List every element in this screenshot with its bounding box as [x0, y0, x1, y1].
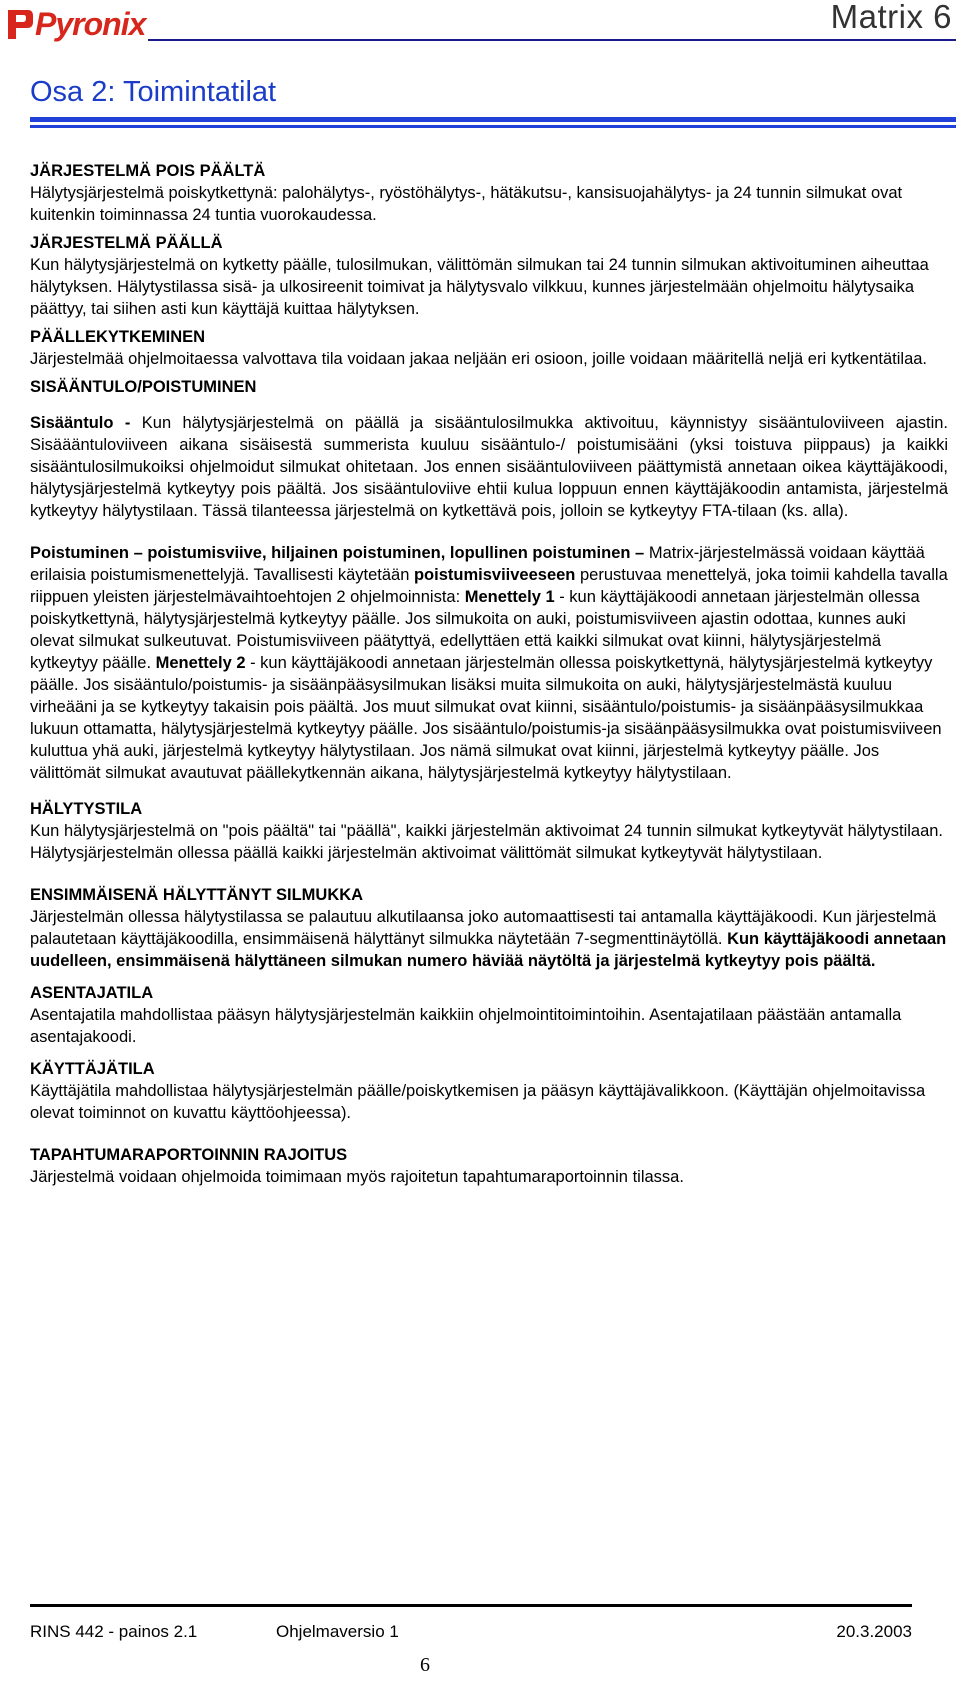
- brand-logo: [4, 4, 145, 44]
- page-number: 6: [420, 1654, 430, 1676]
- paragraph-system-on: Kun hälytysjärjestelmä on kytketty päälle, tulosilmukan, välittömän silmukan tai 24 tunnin silmukan aktivoituminen aiheuttaa hälytyksen. Hälytystilassa sisä- ja ulkosireenit toimivat ja hälytysvalo vilkkuu, kunnes järjestelmään ohjelmoitu hälytysaika päättyy, tai siihen asti kun käyttäjä kuittaa hälytyksen.: [30, 256, 929, 318]
- paragraph-first-alarm-zone: [30, 906, 948, 972]
- pyronix-logo-icon: [4, 6, 34, 42]
- paragraph-arming: Järjestelmää ohjelmoitaessa valvottava tila voidaan jakaa neljään eri osioon, joille voidaan määritellä neljä eri kytkentätilaa.: [30, 350, 928, 368]
- heading-arming: PÄÄLLEKYTKEMINEN: [30, 328, 206, 346]
- exit-text-3: - kun käyttäjäkoodi annetaan järjestelmän ollessa poiskytkettynä, hälytysjärjestelmä kytkeytyy päälle. Jos silmukoita on auki, poistumisviiveen ajastin odottaa, kunnes auki olevat silmukat sulkeutuvat. Poistumisviiveen päätyttyä, edellyttäen että kaikki silmukat ovat kiinni, hälytysjärjestelmä kytkeytyy päälle.: [30, 588, 920, 672]
- exit-label: Poistuminen – poistumisviive, hiljainen poistuminen, lopullinen poistuminen –: [30, 544, 645, 562]
- title-divider-thick: [30, 117, 956, 122]
- document-title: Matrix 6: [830, 0, 952, 35]
- heading-entry-exit: SISÄÄNTULO/POISTUMINEN: [30, 378, 257, 396]
- entry-label: Sisääntulo -: [30, 414, 131, 432]
- footer-version: Ohjelmaversio 1: [276, 1622, 399, 1641]
- page-content: [30, 160, 948, 1188]
- title-divider-thin: [30, 125, 956, 128]
- paragraph-exit: [30, 542, 948, 784]
- exit-delay-term: poistumisviiveeseen: [413, 566, 576, 584]
- section-title: Osa 2: Toimintatilat: [30, 76, 277, 108]
- exit-text-1: Matrix-järjestelmässä voidaan käyttää erilaisia poistumismenettelyjä. Tavallisesti käytetään: [30, 544, 925, 584]
- heading-event-reporting: TAPAHTUMARAPORTOINNIN RAJOITUS: [30, 1146, 348, 1164]
- paragraph-system-off: Hälytysjärjestelmä poiskytkettynä: palohälytys-, ryöstöhälytys-, hätäkutsu-, kansisuojahälytys- ja 24 tunnin silmukat ovat kuitenkin toiminnassa 24 tuntia vuorokaudessa.: [30, 184, 903, 224]
- procedure-1-label: Menettely 1: [464, 588, 555, 606]
- header-divider: [148, 39, 956, 41]
- footer-doc-id: RINS 442 - painos 2.1: [30, 1622, 198, 1641]
- heading-engineer-mode: ASENTAJATILA: [30, 984, 154, 1002]
- heading-system-off: JÄRJESTELMÄ POIS PÄÄLTÄ: [30, 162, 266, 180]
- paragraph-engineer-mode: Asentajatila mahdollistaa pääsyn hälytysjärjestelmän kaikkiin ohjelmointitoimintoihin. Asentajatilaan päästään antamalla asentajakoodi.: [30, 1006, 902, 1046]
- footer-date: 20.3.2003: [836, 1622, 912, 1641]
- brand-name: Pyronix: [35, 6, 146, 42]
- first-alarm-text: Järjestelmän ollessa hälytystilassa se palautuu alkutilaansa joko automaattisesti tai antamalla käyttäjäkoodi. Kun järjestelmä palautetaan käyttäjäkoodilla, ensimmäisenä hälyttänyt silmukka näytetään 7-segmenttinäytöllä.: [30, 908, 937, 948]
- entry-text: Kun hälytysjärjestelmä on päällä ja sisääntulosilmukka aktivoituu, käynnistyy sisääntuloviiveen ajastin. Sisäääntuloviiveen aikana sisäisestä summerista kuuluu sisääntulo-/ poistumisääni (yksi toistuva piippaus) ja kaikki sisääntulosilmukoiksi ohjelmoidut silmukat ohitetaan. Jos ennen sisääntuloviiveen päättymistä annetaan oikea käyttäjäkoodi, hälytysjärjestelmä kytkeytyy pois päältä. Jos sisääntuloviive ehtii kulua loppuun ennen käyttäjäkoodin antamista, järjestelmä kytkeytyy hälytystilaan. Tässä tilanteessa järjestelmä on kytkettävä pois, jolloin se kytkeytyy FTA-tilaan (ks. alla).: [30, 414, 948, 520]
- heading-first-alarm-zone: ENSIMMÄISENÄ HÄLYTTÄNYT SILMUKKA: [30, 886, 364, 904]
- paragraph-event-reporting: Järjestelmä voidaan ohjelmoida toimimaan myös rajoitetun tapahtumaraportoinnin tilassa.: [30, 1168, 684, 1186]
- paragraph-alarm-state: Kun hälytysjärjestelmä on "pois päältä" tai "päällä", kaikki järjestelmän aktivoimat 24 tunnin silmukat kytkeytyvät hälytystilaan. Hälytysjärjestelmän ollessa päällä kaikki järjestelmän aktivoimat välittömät silmukat kytkeytyvät hälytystilaan.: [30, 822, 944, 862]
- heading-user-mode: KÄYTTÄJÄTILA: [30, 1060, 155, 1078]
- heading-system-on: JÄRJESTELMÄ PÄÄLLÄ: [30, 234, 223, 252]
- procedure-2-label: Menettely 2: [155, 654, 246, 672]
- exit-text-2: perustuvaa menettelyä, joka toimii kahdella tavalla riippuen yleisten järjestelmävaihtoehtojen 2 ohjelmoinnista:: [30, 566, 948, 606]
- paragraph-user-mode: Käyttäjätila mahdollistaa hälytysjärjestelmän päälle/poiskytkemisen ja pääsyn käyttäjävalikkoon. (Käyttäjän ohjelmoitavissa olevat toiminnot on kuvattu käyttöohjeessa).: [30, 1082, 926, 1122]
- footer-divider: [30, 1604, 912, 1607]
- exit-text-4: - kun käyttäjäkoodi annetaan järjestelmän ollessa poiskytkettynä, hälytysjärjestelmä kytkeytyy päälle. Jos sisääntulo/poistumis- ja sisäänpääsysilmukan lisäksi muita silmukoita on auki, hälytysjärjestelmästä kuuluu virheääni ja se kytkeytyy takaisin pois päältä. Jos muut silmukat ovat kiinni, sisääntulo/poistumis- ja sisäänpääsysilmukkaa lukuun ottamatta, hälytysjärjestelmä kytkeytyy päälle. Jos sisääntulo/poistumis-ja sisäänpääsysilmukka ovat poistumisviiveen kuluttua yhä auki, järjestelmä kytkeytyy hälytystilaan. Jos nämä silmukat ovat kiinni, järjestelmä kytkeytyy päälle. Jos välittömät silmukat avautuvat päällekytkennän aikana, hälytysjärjestelmä kytkeytyy hälytystilaan.: [30, 654, 942, 782]
- heading-alarm-state: HÄLYTYSTILA: [30, 800, 143, 818]
- paragraph-entry: [30, 412, 948, 522]
- first-alarm-bold-text: Kun käyttäjäkoodi annetaan uudelleen, ensimmäisenä hälyttäneen silmukan numero häviää näytöltä ja järjestelmä kytkeytyy pois päältä.: [30, 930, 947, 970]
